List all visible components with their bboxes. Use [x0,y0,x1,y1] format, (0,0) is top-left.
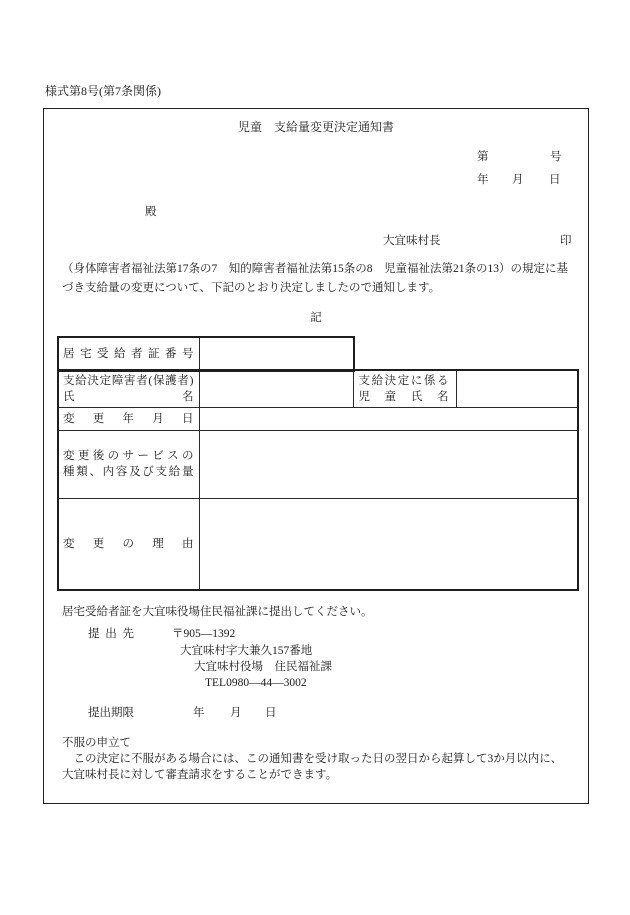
child-label-line2 [359,389,449,405]
label-char: 後 [92,450,105,462]
label-char: 日 [182,412,194,425]
label-char: 児 [358,390,370,403]
label-char: 定 [397,374,410,387]
label-char: 名 [182,390,194,403]
label-char: 類 [76,466,88,478]
label-char: 者 [131,348,143,360]
label-char: ( [148,374,153,387]
reason-value [199,498,578,590]
label-char: の [182,450,194,462]
label-char: 居 [63,348,75,360]
deadline-label: 提出期限 [88,707,134,719]
label-char: 給 [168,466,181,478]
postal-code: 〒905—1392 [172,628,236,640]
certificate-number-value [199,337,354,371]
change-date-label-cell [58,407,199,430]
label-char: 決 [87,374,99,387]
certificate-number-label-cell [58,337,199,371]
notice-line: （身体障害者福祉法第17条の7 知的障害者福祉法第15条の8 児童福祉法第21条の13）の規定に基 [62,263,568,275]
label-char: 、 [89,466,101,478]
label-char: 支 [358,374,370,387]
label-char: 係 [423,374,436,387]
recipient-name-value [199,370,353,407]
label-char: 害 [124,374,136,387]
form-number: 様式第8号(第7条関係) [45,84,161,98]
label-char: 変 [63,412,75,425]
appeal-line: この決定に不服がある場合には、この通知書を受け取った日の翌日から起算して3か月以内に、 [62,753,563,765]
reason-row [58,498,578,590]
notice-paragraph [62,260,568,298]
label-char: る [436,374,449,387]
deadline-day: 日 [265,707,277,719]
label-char: 番 [165,348,177,360]
change-date-value [199,407,578,430]
submission-instruction: 居宅受給者証を大宜味役場住民福祉課に提出してください。 [62,606,373,618]
recipient-row [58,370,578,407]
label-char: 更 [92,412,105,425]
label-char: 変 [63,537,75,550]
issue-date-month: 月 [512,174,524,186]
label-char: 更 [92,537,105,550]
label-char: 証 [148,348,160,360]
notice-line: づき支給量の変更について、下記のとおり決定しましたので通知します。 [62,282,441,294]
certificate-number-label [63,346,194,362]
label-char: 量 [181,466,194,478]
destination-tel: TEL0980—44—3002 [205,677,307,689]
label-char: 保 [152,374,165,387]
label-char: 障 [111,374,124,387]
label-char: に [410,374,423,387]
label-char: 名 [436,390,449,403]
recipient-label-line2 [63,389,194,405]
label-char: サ [122,450,134,462]
label-char: 更 [77,450,90,462]
service-label-line1 [63,448,194,464]
label-char: び [142,466,154,478]
label-char: 氏 [63,390,75,403]
label-char: 者 [177,374,189,387]
label-char: 宅 [80,348,92,360]
label-char: ) [189,374,194,387]
destination-label [88,627,134,641]
deadline-month: 月 [230,707,242,719]
label-char: ス [167,450,179,462]
label-char: 号 [182,348,194,360]
service-label-cell [58,430,199,498]
label-char: ビ [152,450,164,462]
reason-label-cell [58,498,199,590]
label-char: 護 [165,374,177,387]
label-char: 支 [63,374,75,387]
number-suffix: 号 [550,151,562,163]
label-char: の [107,450,120,462]
label-char: 決 [384,374,397,387]
label-char: 種 [63,466,75,478]
label-char: ー [137,450,149,462]
label-char: 童 [384,390,397,403]
label-char: 理 [152,537,164,550]
label-char: 内 [102,466,115,478]
issuer-name: 大宜味村長 [383,235,441,247]
label-char: 容 [115,466,128,478]
label-char: 出 [105,628,117,640]
label-char: 受 [97,348,109,360]
label-char: 者 [136,374,148,387]
number-prefix: 第 [477,151,489,163]
deadline-year: 年 [193,707,205,719]
label-char: 支 [155,466,168,478]
child-label-cell [353,370,456,407]
issue-date-year: 年 [477,174,489,186]
change-date-row [58,407,578,430]
label-char: 給 [114,348,126,360]
label-char: 定 [99,374,112,387]
label-char: 氏 [410,390,423,403]
label-char: 及 [129,466,141,478]
certificate-number-row [58,337,354,371]
service-label-line2 [63,464,194,480]
addressee-honorific: 殿 [145,206,157,218]
seal-mark: 印 [560,235,572,247]
destination-office: 大宜味村役場 住民福祉課 [194,661,332,673]
certificate-number-table [57,336,355,372]
issue-date-day: 日 [549,174,561,186]
recipient-label-line1 [63,373,194,389]
ki-heading: 記 [310,312,322,324]
change-date-label [63,411,194,427]
service-row [58,430,578,498]
label-char: の [122,537,134,550]
label-char: 給 [75,374,87,387]
label-char: 給 [371,374,384,387]
appeal-line: 大宜味村長に対して審査請求をすることができます。 [62,769,338,781]
document-title: 児童 支給量変更決定通知書 [237,120,394,134]
service-value [199,430,578,498]
label-char: 提 [88,628,100,640]
label-char: 変 [63,450,75,462]
child-name-value [456,370,578,407]
child-label-line1 [359,373,449,389]
label-char: 先 [122,628,134,640]
label-char: 年 [122,412,134,425]
recipient-label-cell [58,370,199,407]
appeal-heading: 不服の申立て [62,737,131,749]
destination-address: 大宜味村字大兼久157番地 [180,645,313,657]
change-details-table [57,369,579,591]
label-char: 由 [182,537,194,550]
label-char: 月 [152,412,164,425]
reason-label [63,536,194,552]
